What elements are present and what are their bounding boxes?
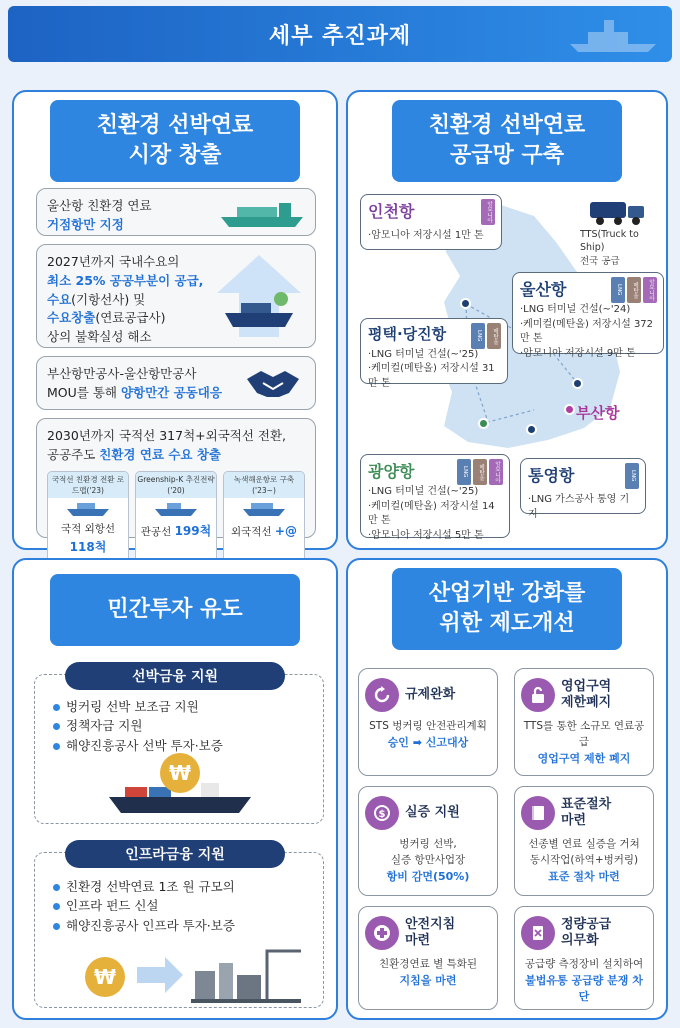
money-bag-ship-icon	[105, 749, 255, 819]
card-ulsan-hub	[36, 188, 316, 236]
panel2-title-line2: 공급망 구축	[450, 143, 564, 168]
port-name: 인천항	[368, 202, 415, 221]
panel4-title	[392, 568, 622, 650]
port-incheon	[360, 194, 502, 250]
reg-title: 안전지침	[405, 916, 456, 932]
tongyeong-marker	[526, 424, 537, 435]
fleet-item-head: 녹색해운항로 구축('23~)	[224, 472, 304, 499]
card1-line2: 거점항만 지정	[47, 216, 124, 232]
port-detail: ·LNG 터미널 건설(~'25)	[368, 348, 479, 360]
port-detail: ·케미컬(메탄올) 저장시설 372만 톤	[520, 318, 654, 345]
fleet-item-label: 국적 외항선	[60, 523, 116, 535]
card4-line2a: 공공주도	[47, 446, 100, 462]
card-2030-fleet	[36, 418, 316, 554]
reg-highlight: 승인 ➡ 신고대상	[387, 735, 469, 749]
fleet-item-value: +@	[274, 524, 297, 538]
medical-cross-icon	[365, 916, 399, 950]
card3-line1: 부산항만공사-울산항만공사	[47, 366, 197, 381]
tts-line1: TTS(Truck to Ship)	[580, 229, 639, 254]
card-mou	[36, 356, 316, 410]
reg-title2: 마련	[405, 933, 431, 948]
port-name: 광양항	[368, 462, 415, 481]
reg-title2: 의무화	[561, 933, 599, 948]
fleet-item-label: 관공선	[140, 526, 175, 538]
reg-highlight: 영업구역 제한 폐지	[537, 751, 631, 765]
tag-lng: LNG	[471, 323, 485, 349]
port-name: 통영항	[528, 466, 575, 485]
panel-supply-chain	[346, 90, 668, 550]
reg-highlight: 불법유통 공급량 분쟁 차단	[525, 973, 643, 1004]
reg-business-zone	[514, 668, 654, 776]
tag-lng: LNG	[611, 277, 625, 303]
tag-lng: LNG	[457, 459, 471, 485]
fleet-item-head: Greenship-K 추진전략('20)	[136, 472, 216, 499]
reg-title2: 마련	[561, 813, 587, 828]
tts-line2: 전국 공급	[580, 255, 620, 267]
tanker-truck-icon	[588, 196, 648, 226]
busan-label: 부산항	[576, 404, 620, 422]
port-detail: ·케미컬(메탄올) 저장시설 14만 톤	[368, 500, 495, 527]
infrastructure-icon	[75, 941, 305, 1005]
reg-body2: 동시작업(하역+벙커링)	[529, 853, 639, 866]
reg-body: 선종별 연료 실증을 거쳐	[528, 838, 640, 850]
port-detail: ·LNG 터미널 건설(~'24)	[520, 304, 631, 316]
group-infra-finance	[34, 852, 324, 1008]
svg-text:₩: ₩	[168, 761, 192, 785]
reg-highlight: 지침을 마련	[399, 973, 457, 987]
list-item: 정책자금 지원	[53, 716, 223, 735]
reg-pilot-support	[358, 786, 498, 896]
reg-body: 벙커링 선박,	[399, 838, 457, 850]
header-title: 세부 추진과제	[268, 23, 412, 49]
reg-title: 규제완화	[405, 686, 456, 702]
port-detail: ·케미컬(메탄올) 저장시설 31만 톤	[368, 363, 495, 389]
ship-icon	[65, 501, 111, 517]
fleet-item-value: 118척	[69, 539, 107, 554]
reg-highlight: 항비 감면(50%)	[386, 869, 470, 883]
card4-line2b: 친환경 연료 수요 창출	[99, 446, 222, 462]
reg-safety-guideline	[358, 906, 498, 1010]
card1-line1: 울산항 친환경 연료	[47, 198, 152, 213]
reg-highlight: 표준 절차 마련	[548, 869, 620, 883]
tts-label	[580, 228, 666, 268]
handshake-icon	[245, 363, 301, 403]
port-detail: ·암모니아 저장시설 1만 톤	[368, 230, 484, 242]
fleet-item-government	[135, 471, 217, 562]
port-pyeongtaek	[360, 318, 508, 389]
gwangyang-marker	[478, 418, 489, 429]
money-icon	[365, 796, 399, 830]
panel1-title	[50, 100, 300, 182]
port-detail: ·암모니아 저장시설 9만 톤	[520, 347, 636, 359]
panel4-title-line2: 위한 제도개선	[439, 611, 575, 636]
reg-quantity-supply	[514, 906, 654, 1010]
warship-icon	[568, 14, 658, 54]
port-ulsan	[512, 272, 664, 359]
port-detail: ·LNG 터미널 건설(~'25)	[368, 486, 479, 498]
reg-title2: 제한폐지	[561, 695, 612, 710]
group-infra-finance-title: 인프라금융 지원	[65, 840, 285, 868]
pyeongtaek-marker	[460, 298, 471, 309]
fleet-item-value: 199척	[174, 524, 212, 538]
panel-private-investment	[12, 558, 338, 1020]
header-banner	[8, 6, 672, 62]
card3-line2b: 양항만간 공동대응	[120, 384, 222, 400]
list-item: 친환경 선박연료 1조 원 규모의	[53, 877, 235, 896]
fleet-item-domestic	[47, 471, 129, 562]
card2-line5: 상의 불확실성 해소	[47, 329, 152, 344]
svg-text:₩: ₩	[93, 965, 117, 989]
list-item: 해양진흥공사 선박 투자·보증	[53, 736, 223, 755]
tag-lng: LNG	[625, 463, 639, 489]
book-icon	[521, 796, 555, 830]
reg-body: TTS를 통한 소규모 연료공급	[523, 720, 645, 748]
port-name: 평택·당진항	[368, 325, 447, 343]
panel3-title: 민간투자 유도	[50, 574, 300, 646]
reg-title: 정량공급	[561, 916, 612, 932]
ship-icon	[241, 501, 287, 517]
card2-line4b: (연료공급사)	[95, 310, 166, 326]
port-tongyeong	[520, 458, 646, 520]
card2-line2: 최소 25% 공공부분이 공급,	[47, 272, 204, 288]
list-item: 벙커링 선박 보조금 지원	[53, 697, 223, 716]
tag-ammonia: 암모니아	[643, 277, 657, 303]
unlock-icon	[521, 678, 555, 712]
port-detail: ·LNG 가스공사 통영 기지	[528, 494, 630, 520]
tag-methanol: 메탄올	[473, 459, 487, 485]
reg-title: 영업구역	[561, 678, 612, 694]
rising-arrow-ship-icon	[213, 253, 305, 339]
card4-line1: 2030년까지 국적선 317척+외국적선 전환,	[47, 428, 287, 443]
svg-text:$: $	[378, 809, 386, 820]
infra-finance-list	[53, 877, 235, 935]
panel-market-creation	[12, 90, 338, 554]
ship-finance-list	[53, 697, 223, 755]
card3-line2a: MOU를 통해	[47, 384, 121, 400]
fleet-items	[47, 471, 305, 562]
group-ship-finance-title: 선박금융 지원	[65, 662, 285, 690]
panel-regulation-improvement	[346, 558, 668, 1020]
ship-icon	[153, 501, 199, 517]
tag-ammonia: 암모니아	[481, 199, 495, 225]
tag-methanol: 메탄올	[627, 277, 641, 303]
list-item-continued: 인프라 펀드 신설	[53, 896, 235, 915]
reg-body2: 실증 항만사업장	[390, 853, 466, 866]
panel4-title-line1: 산업기반 강화를	[428, 581, 586, 607]
card2-line4a: 수요창출	[47, 310, 96, 326]
panel1-title-line1: 친환경 선박연료	[96, 113, 254, 139]
tag-methanol: 메탄올	[487, 323, 501, 349]
group-ship-finance	[34, 674, 324, 824]
panel2-title-line1: 친환경 선박연료	[428, 113, 586, 139]
measurement-icon	[521, 916, 555, 950]
port-gwangyang	[360, 454, 510, 541]
fleet-item-label: 외국적선	[231, 526, 275, 538]
reg-body: STS 벙커링 안전관리계획	[369, 720, 487, 732]
reg-title: 표준절차	[561, 796, 612, 812]
card-public-demand	[36, 244, 316, 348]
list-item: 해양진흥공사 인프라 투자·보증	[53, 916, 235, 935]
port-detail: ·암모니아 저장시설 5만 톤	[368, 529, 484, 541]
reg-standard-procedure	[514, 786, 654, 896]
port-name: 울산항	[520, 280, 567, 299]
card2-line1: 2027년까지 국내수요의	[47, 254, 180, 269]
refresh-icon	[365, 678, 399, 712]
reg-title: 실증 지원	[405, 804, 460, 820]
cargo-ship-icon	[217, 195, 307, 231]
card2-line3b: (기항선사) 및	[71, 291, 146, 307]
tag-ammonia: 암모니아	[489, 459, 503, 485]
reg-body: 친환경연료 별 특화된	[379, 958, 477, 970]
card2-line3a: 수요	[47, 291, 72, 307]
reg-body: 공급량 측정장비 설치하여	[524, 958, 644, 970]
reg-deregulation	[358, 668, 498, 776]
fleet-item-foreign	[223, 471, 305, 562]
fleet-item-head: 국적선 친환경 전환 로드맵('23)	[48, 472, 128, 499]
ulsan-marker	[572, 378, 583, 389]
busan-marker	[564, 404, 575, 415]
panel1-title-line2: 시장 창출	[128, 143, 222, 168]
